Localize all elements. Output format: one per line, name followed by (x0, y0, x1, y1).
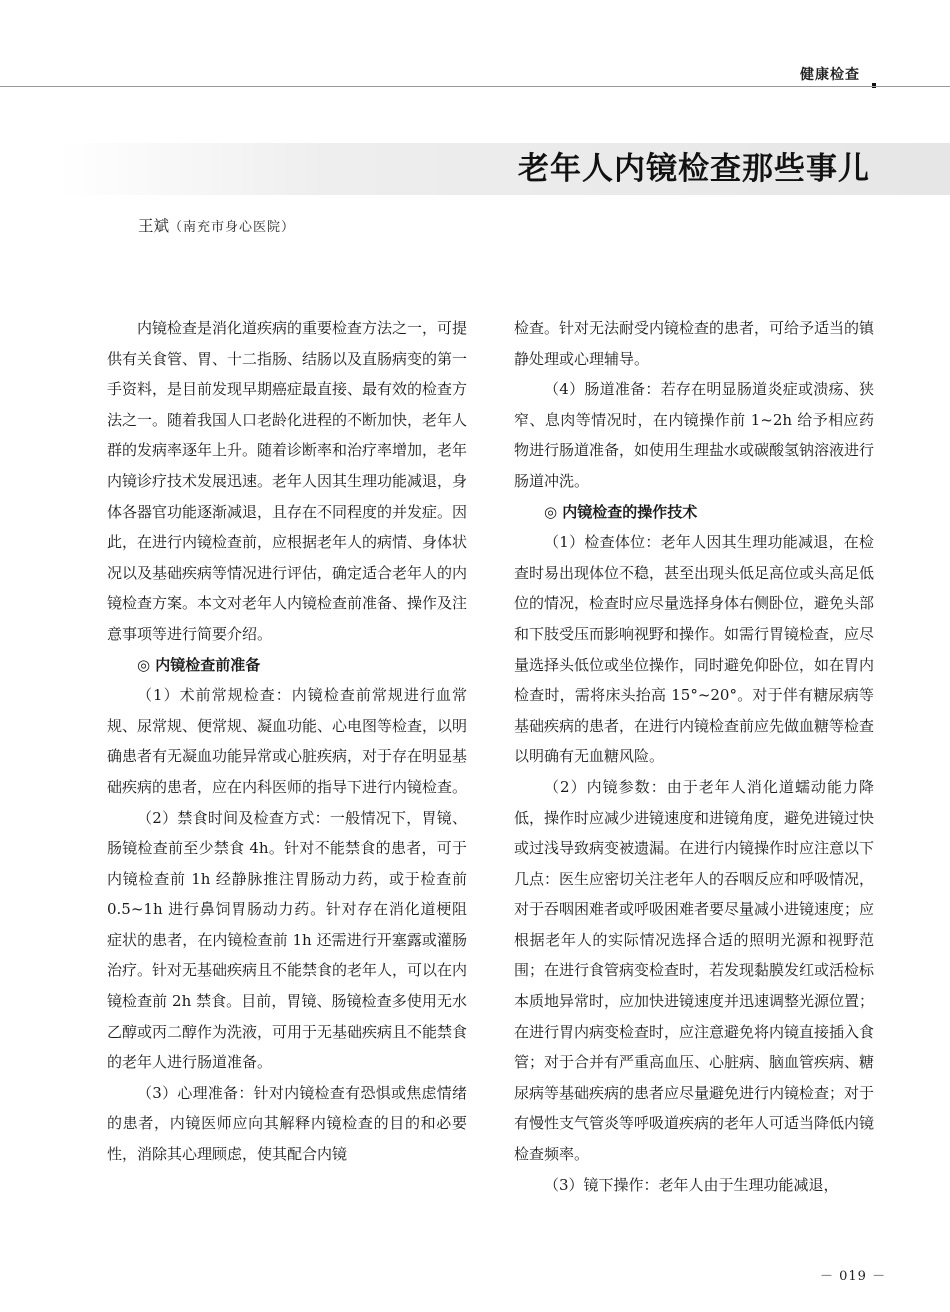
paragraph-body-position: （1）检查体位：老年人因其生理功能减退，在检查时易出现体位不稳，甚至出现头低足高位或头高足低位的情况，检查时应尽量选择身体右侧卧位，避免头部和下肢受压而影响视野和操作。如需行胃镜检查，应尽量选择头低位或坐位操作，同时避免仰卧位，如在胃内检查时，需将床头抬高 15°~20°。对于伴有糖尿病等基础疾病的患者，在进行内镜检查前应先做血糖等检查以明确有无血糖风险。 (514, 533, 875, 766)
paragraph-psychological-prep-continued: 检查。针对无法耐受内镜检查的患者，可给予适当的镇静处理或心理辅导。 (514, 319, 875, 368)
paragraph-fasting: （2）禁食时间及检查方式：一般情况下，胃镜、肠镜检查前至少禁食 4h。针对不能禁食的患者，可于内镜检查前 1h 经静脉推注胃肠动力药，或于检查前 0.5~1h 进行鼻饲胃肠动力药。针对存在消化道梗阻症状的患者，在内镜检查前 1h 还需进行开塞露或灌肠治疗。针对无基础疾病且不能禁食的老年人，可以在内镜检查前 2h 禁食。目前，胃镜、肠镜检查多使用无水乙醇或丙二醇作为洗液，可用于无基础疾病且不能禁食的老年人进行肠道准备。 (107, 808, 468, 1072)
page-number: － 019 － (820, 1269, 887, 1284)
paragraph-routine-exam: （1）术前常规检查：内镜检查前常规进行血常规、尿常规、便常规、凝血功能、心电图等检查，以明确患者有无凝血功能异常或心脏疾病，对于存在明显基础疾病的患者，应在内科医师的指导下进行内镜检查。 (107, 686, 468, 796)
left-column (107, 313, 467, 1170)
author-affiliation: （南充市身心医院） (169, 220, 296, 235)
intro-paragraph: 内镜检查是消化道疾病的重要检查方法之一，可提供有关食管、胃、十二指肠、结肠以及直肠病变的第一手资料，是目前发现早期癌症最直接、最有效的检查方法之一。随着我国人口老龄化进程的不断加快，老年人群的发病率逐年上升。随着诊断率和治疗率增加，老年内镜诊疗技术发展迅速。老年人因其生理功能减退，身体各器官功能逐渐减退，且存在不同程度的并发症。因此，在进行内镜检查前，应根据老年人的病情、身体状况以及基础疾病等情况进行评估，确定适合老年人的内镜检查方案。本文对老年人内镜检查前准备、操作及注意事项等进行简要介绍。 (107, 319, 468, 643)
author-name: 王斌 (138, 217, 170, 235)
section-label: 健康检查 (800, 67, 860, 83)
section-heading-technique: ◎ 内镜检查的操作技术 (544, 502, 698, 521)
header-divider (0, 86, 950, 87)
right-column (514, 313, 874, 1200)
paragraph-psychological-prep: （3）心理准备：针对内镜检查有恐惧或焦虑情绪的患者，内镜医师应向其解释内镜检查的目的和必要性，消除其心理顾虑，使其配合内镜 (107, 1083, 467, 1164)
author-line (138, 214, 295, 236)
paragraph-scope-operation: （3）镜下操作：老年人由于生理功能减退， (544, 1175, 839, 1194)
article-title: 老年人内镜检查那些事儿 (518, 151, 870, 187)
paragraph-endoscope-parameters: （2）内镜参数：由于老年人消化道蠕动能力降低，操作时应减少进镜速度和进镜角度，避免进镜过快或过浅导致病变被遗漏。在进行内镜操作时应注意以下几点：医生应密切关注老年人的吞咽反应和呼吸情况，对于吞咽困难者或呼吸困难者要尽量减小进镜速度；应根据老年人的实际情况选择合适的照明光源和视野范围；在进行食管病变检查时，若发现黏膜发红或活检标本质地异常时，应加快进镜速度并迅速调整光源位置；在进行胃内病变检查时，应注意避免将内镜直接插入食管；对于合并有严重高血压、心脏病、脑血管疾病、糖尿病等基础疾病的患者应尽量避免进行内镜检查；对于有慢性支气管炎等呼吸道疾病的老年人可适当降低内镜检查频率。 (514, 777, 875, 1164)
section-heading-preparation: ◎ 内镜检查前准备 (137, 655, 261, 674)
paragraph-bowel-prep: （4）肠道准备：若存在明显肠道炎症或溃疡、狭窄、息肉等情况时，在内镜操作前 1~2h 给予相应药物进行肠道准备，如使用生理盐水或碳酸氢钠溶液进行肠道冲洗。 (514, 380, 875, 490)
